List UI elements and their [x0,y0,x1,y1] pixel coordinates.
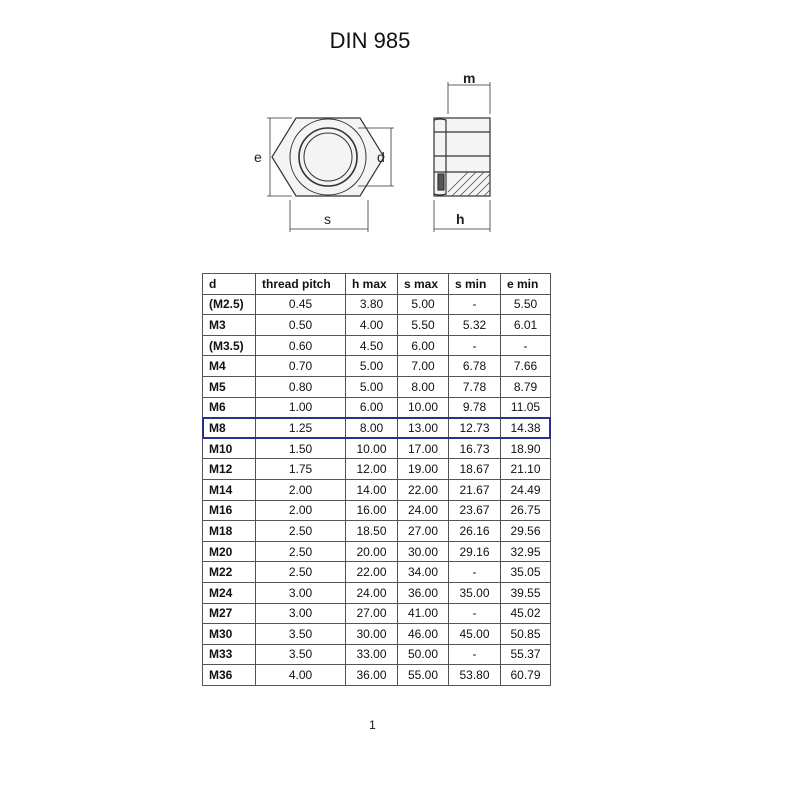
cell-d: M30 [203,624,256,645]
cell-s-min: 29.16 [449,541,501,562]
cell-thread-pitch: 2.50 [256,521,346,542]
cell-thread-pitch: 3.00 [256,582,346,603]
cell-e-min: 39.55 [501,582,551,603]
cell-s-min: 23.67 [449,500,501,521]
hex-nut-drawing [240,70,520,240]
cell-thread-pitch: 0.50 [256,315,346,336]
table-header-row [203,274,551,295]
table-row [203,644,551,665]
page-title: DIN 985 [329,28,411,53]
table-row [203,438,551,459]
cell-thread-pitch: 0.80 [256,376,346,397]
header-e-min: e min [501,274,551,295]
dim-label-h: h [456,211,465,227]
cell-h-max: 16.00 [346,500,398,521]
cell-e-min: 7.66 [501,356,551,377]
cell-e-min: 32.95 [501,541,551,562]
cell-h-max: 24.00 [346,582,398,603]
cell-s-max: 27.00 [398,521,449,542]
cell-h-max: 27.00 [346,603,398,624]
cell-s-max: 6.00 [398,335,449,356]
cell-s-min: 5.32 [449,315,501,336]
table-row [203,500,551,521]
cell-e-min: 50.85 [501,624,551,645]
cell-s-max: 30.00 [398,541,449,562]
cell-thread-pitch: 3.00 [256,603,346,624]
cell-e-min: - [501,335,551,356]
page-number: 1 [369,718,376,732]
cell-s-min: 26.16 [449,521,501,542]
cell-s-max: 46.00 [398,624,449,645]
table-row [203,665,551,686]
cell-h-max: 4.00 [346,315,398,336]
table-row [203,562,551,583]
cell-d: M8 [203,418,256,439]
cell-h-max: 12.00 [346,459,398,480]
cell-d: M22 [203,562,256,583]
cell-h-max: 18.50 [346,521,398,542]
cell-d: M33 [203,644,256,665]
cell-s-max: 7.00 [398,356,449,377]
table-row [203,397,551,418]
side-view [434,82,490,232]
table-row [203,356,551,377]
cell-e-min: 11.05 [501,397,551,418]
header-d: d [203,274,256,295]
cell-s-min: 7.78 [449,376,501,397]
cell-d: M6 [203,397,256,418]
cell-d: M10 [203,438,256,459]
cell-s-max: 34.00 [398,562,449,583]
table-row [203,459,551,480]
cell-h-max: 6.00 [346,397,398,418]
cell-s-max: 55.00 [398,665,449,686]
cell-d: M3 [203,315,256,336]
cell-d: M14 [203,479,256,500]
cell-s-max: 36.00 [398,582,449,603]
table-row [203,418,551,439]
cell-s-max: 5.00 [398,294,449,315]
table-body [203,294,551,685]
cell-e-min: 18.90 [501,438,551,459]
cell-e-min: 26.75 [501,500,551,521]
cell-d: M18 [203,521,256,542]
header-h-max: h max [346,274,398,295]
cell-s-min: - [449,562,501,583]
cell-s-min: 35.00 [449,582,501,603]
cell-thread-pitch: 0.70 [256,356,346,377]
table-row [203,315,551,336]
cell-thread-pitch: 2.50 [256,562,346,583]
cell-h-max: 3.80 [346,294,398,315]
cell-h-max: 5.00 [346,376,398,397]
dim-label-m: m [463,70,476,86]
table-row [203,521,551,542]
dim-label-e: e [254,149,262,165]
cell-s-min: 9.78 [449,397,501,418]
cell-d: (M2.5) [203,294,256,315]
cell-s-max: 17.00 [398,438,449,459]
cell-e-min: 14.38 [501,418,551,439]
cell-s-max: 24.00 [398,500,449,521]
cell-d: (M3.5) [203,335,256,356]
cell-d: M4 [203,356,256,377]
header-s-min: s min [449,274,501,295]
cell-e-min: 8.79 [501,376,551,397]
cell-h-max: 20.00 [346,541,398,562]
cell-d: M16 [203,500,256,521]
cell-e-min: 21.10 [501,459,551,480]
cell-e-min: 55.37 [501,644,551,665]
cell-d: M20 [203,541,256,562]
cell-s-max: 41.00 [398,603,449,624]
cell-s-min: 6.78 [449,356,501,377]
cell-e-min: 6.01 [501,315,551,336]
cell-thread-pitch: 1.00 [256,397,346,418]
cell-thread-pitch: 3.50 [256,624,346,645]
cell-s-min: - [449,294,501,315]
table-row [203,479,551,500]
table-row [203,376,551,397]
cell-thread-pitch: 2.00 [256,500,346,521]
table-row [203,624,551,645]
cell-h-max: 36.00 [346,665,398,686]
table-row [203,582,551,603]
cell-h-max: 4.50 [346,335,398,356]
cell-s-max: 22.00 [398,479,449,500]
cell-s-min: - [449,644,501,665]
cell-thread-pitch: 3.50 [256,644,346,665]
table-row [203,294,551,315]
cell-s-max: 19.00 [398,459,449,480]
cell-thread-pitch: 4.00 [256,665,346,686]
cell-e-min: 29.56 [501,521,551,542]
cell-s-min: - [449,603,501,624]
cell-e-min: 45.02 [501,603,551,624]
cell-h-max: 30.00 [346,624,398,645]
cell-h-max: 5.00 [346,356,398,377]
dim-label-d: d [377,149,385,165]
cell-thread-pitch: 1.50 [256,438,346,459]
cell-s-min: 16.73 [449,438,501,459]
cell-d: M24 [203,582,256,603]
cell-thread-pitch: 0.45 [256,294,346,315]
table-row [203,603,551,624]
cell-s-min: 12.73 [449,418,501,439]
cell-s-min: 18.67 [449,459,501,480]
header-s-max: s max [398,274,449,295]
dimensions-table [202,273,551,686]
cell-s-max: 13.00 [398,418,449,439]
cell-s-min: 45.00 [449,624,501,645]
cell-s-max: 8.00 [398,376,449,397]
cell-d: M5 [203,376,256,397]
cell-thread-pitch: 2.50 [256,541,346,562]
cell-e-min: 60.79 [501,665,551,686]
cell-h-max: 14.00 [346,479,398,500]
cell-h-max: 8.00 [346,418,398,439]
dim-label-s: s [324,211,331,227]
cell-s-max: 50.00 [398,644,449,665]
cell-d: M27 [203,603,256,624]
cell-e-min: 24.49 [501,479,551,500]
cell-s-min: 53.80 [449,665,501,686]
cell-thread-pitch: 1.25 [256,418,346,439]
table-row [203,335,551,356]
cell-s-max: 5.50 [398,315,449,336]
cell-e-min: 5.50 [501,294,551,315]
cell-h-max: 22.00 [346,562,398,583]
cell-h-max: 10.00 [346,438,398,459]
header-thread-pitch: thread pitch [256,274,346,295]
cell-d: M12 [203,459,256,480]
cell-thread-pitch: 2.00 [256,479,346,500]
cell-h-max: 33.00 [346,644,398,665]
cell-e-min: 35.05 [501,562,551,583]
cell-s-max: 10.00 [398,397,449,418]
table-row [203,541,551,562]
cell-thread-pitch: 1.75 [256,459,346,480]
cell-s-min: 21.67 [449,479,501,500]
cell-thread-pitch: 0.60 [256,335,346,356]
cell-d: M36 [203,665,256,686]
cell-s-min: - [449,335,501,356]
